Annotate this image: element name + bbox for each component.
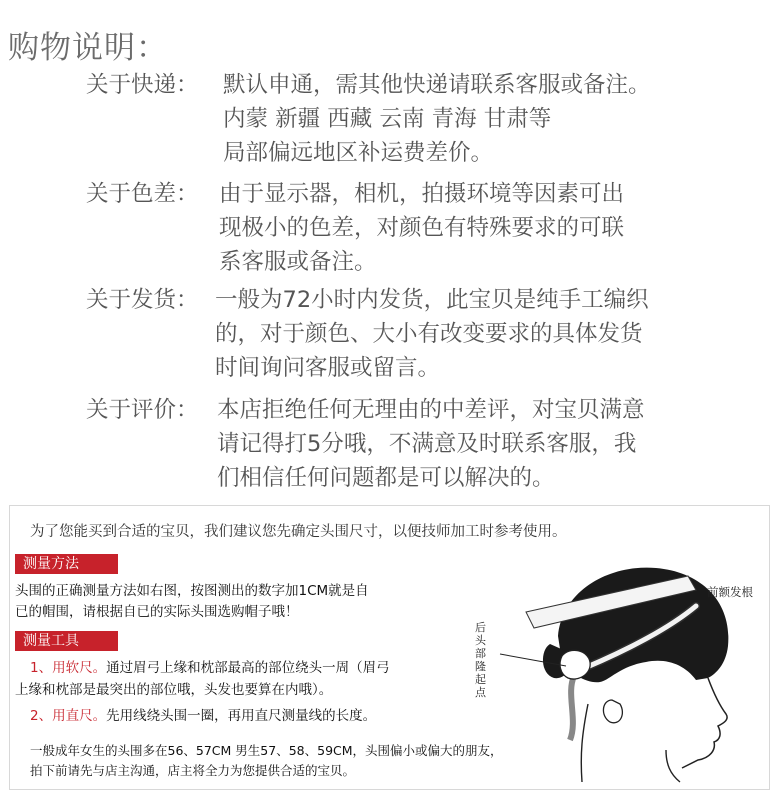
section-line: 时间询问客服或留言。 (215, 355, 441, 381)
note-line: 拍下前请先与店主沟通，店主将全力为您提供合适的宝贝。 (30, 763, 356, 778)
hand-shape (560, 650, 590, 679)
straight-ruler-number: 2、 (30, 708, 53, 724)
section-line: 一般为72小时内发货，此宝贝是纯手工编织 (215, 287, 649, 313)
section-line: 们相信任何问题都是可以解决的。 (217, 465, 555, 491)
straight-ruler-text: 先用线绕头围一圈，再用直尺测量线的长度。 (106, 708, 377, 724)
section-line: 本店拒绝任何无理由的中差评，对宝贝满意 (217, 397, 645, 423)
neck-front-line (666, 750, 680, 782)
section-line: 的，对于颜色、大小有改变要求的具体发货 (215, 321, 643, 347)
back-head-label: 后头部隆起点 (475, 621, 486, 699)
tape-hanging-end (570, 676, 574, 740)
section-line: 现极小的色差，对颜色有特殊要求的可联 (219, 215, 625, 241)
section-line: 系客服或备注。 (219, 249, 377, 275)
straight-ruler-line (30, 706, 376, 727)
method-line: 头围的正确测量方法如右图，按图测出的数字加1CM就是自 (15, 583, 369, 599)
soft-ruler-line2: 上缘和枕部是最突出的部位哦，头发也要算在内哦）。 (15, 682, 333, 698)
soft-ruler-line (30, 658, 390, 679)
note-line: 一般成年女生的头围多在56、57CM 男生57、58、59CM，头围偏小或偏大的朋友， (30, 743, 503, 758)
guide-intro: 为了您能买到合适的宝贝，我们建议您先确定头围尺寸，以便技师加工时参考使用。 (30, 524, 567, 540)
size-guide-box (9, 505, 770, 790)
soft-ruler-text: 通过眉弓上缘和枕部最高的部位绕头一周（眉弓 (106, 660, 390, 676)
section-label: 关于色差： (86, 181, 199, 207)
section-line: 默认申通，需其他快递请联系客服或备注。 (223, 72, 651, 98)
soft-ruler-label: 用软尺。 (52, 660, 107, 676)
ear-shape (603, 700, 622, 723)
front-hairline-label: 前额发根 (707, 585, 753, 599)
section-line: 请记得打5分哦，不满意及时联系客服，我 (217, 431, 637, 457)
straight-ruler-label: 用直尺。 (52, 708, 107, 724)
section-label: 关于发货： (86, 287, 199, 313)
section-label: 关于评价： (86, 397, 199, 423)
section-line: 由于显示器，相机，拍摄环境等因素可出 (219, 181, 625, 207)
tool-title: 测量工具 (15, 631, 118, 651)
section-line: 局部偏远地区补运费差价。 (223, 140, 494, 166)
page-title: 购物说明： (8, 30, 168, 66)
section-label: 关于快递： (86, 72, 199, 98)
neck-back-line (581, 704, 588, 782)
face-profile (682, 678, 727, 768)
method-line: 已的帽围，请根据自已的实际头围选购帽子哦！ (15, 604, 299, 620)
section-line: 内蒙 新疆 西藏 云南 青海 甘肃等 (223, 106, 552, 132)
soft-ruler-number: 1、 (30, 660, 53, 676)
method-title: 测量方法 (15, 554, 118, 574)
